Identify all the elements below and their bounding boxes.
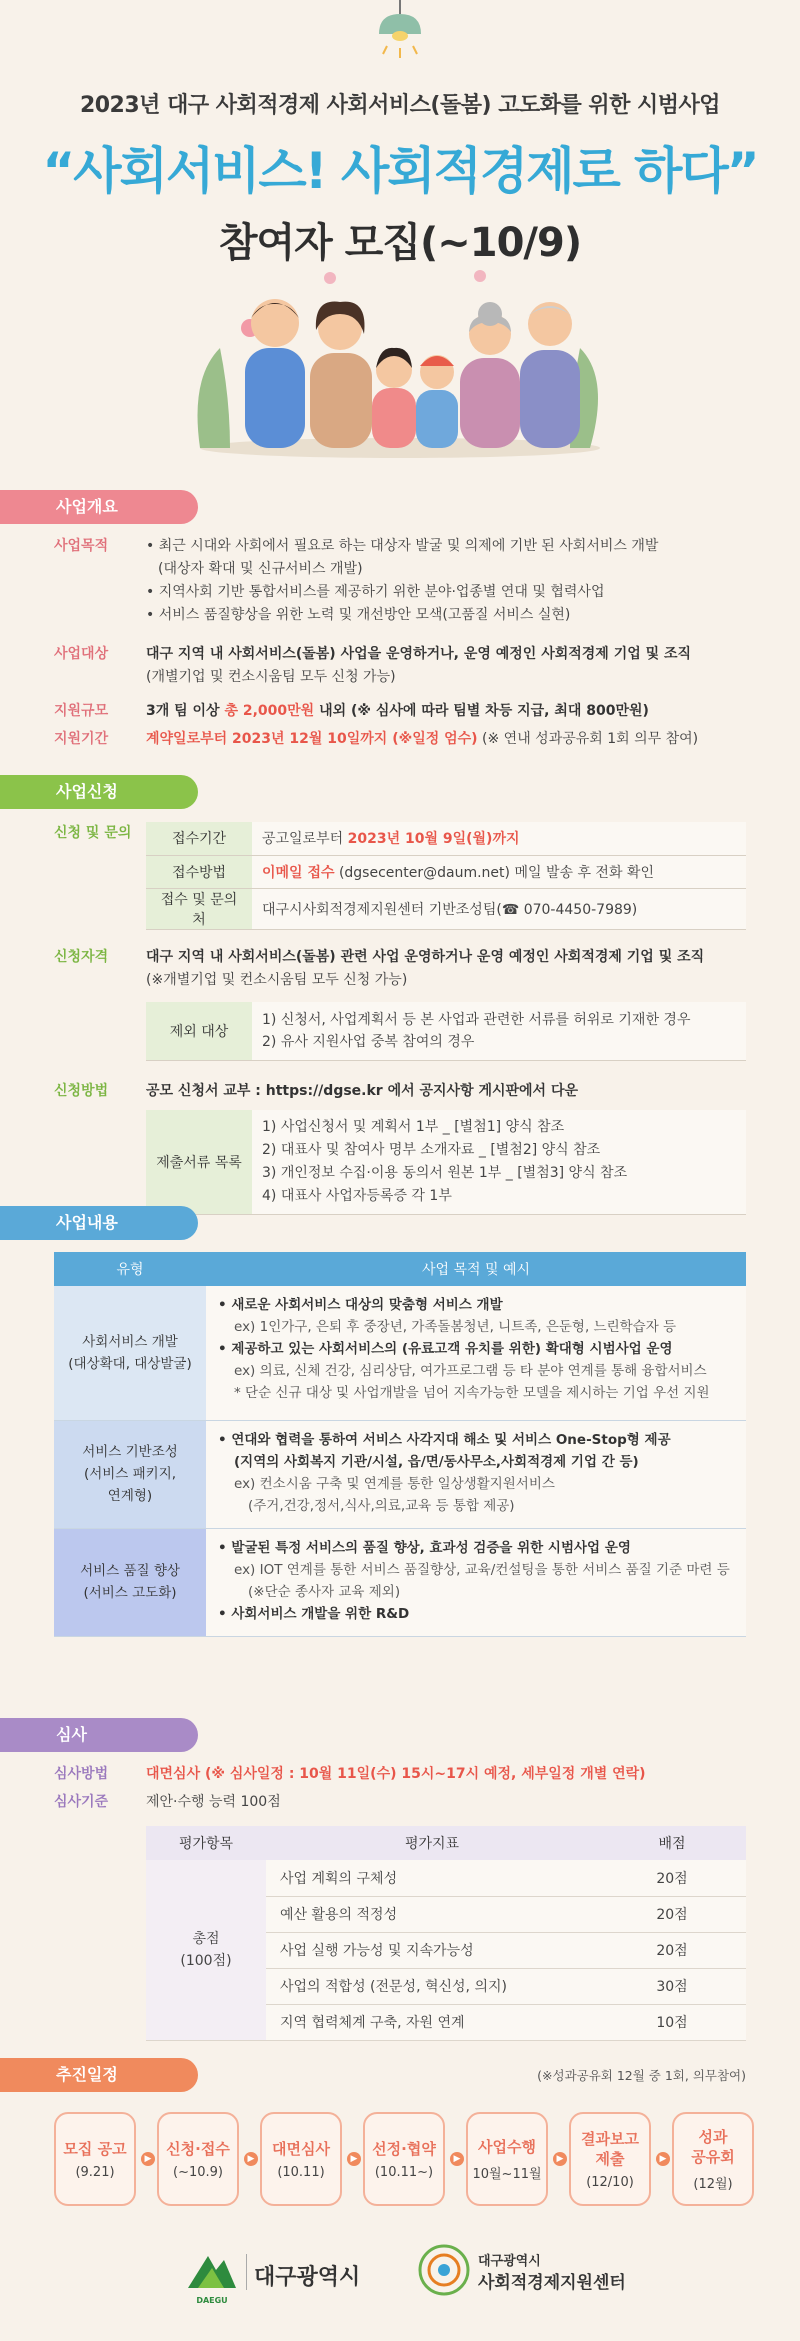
header-recruit-title: 참여자 모집(~10/9) [218,220,582,266]
period-pre: 공고일로부터 [262,831,348,848]
type-name: 사회서비스 개발 [82,1333,178,1350]
apply-howto [54,1080,754,1103]
score: 20점 [598,1896,746,1932]
method-highlight: 이메일 접수 [262,864,335,881]
criterion: 지역 협력체계 구축, 자원 연계 [266,2004,598,2040]
overview-target [54,643,754,689]
daegu-logo [184,2248,240,2308]
purpose-line: • 최근 시대와 사회에서 필요로 하는 대상자 발굴 및 의제에 기반 된 사회서비스 개발 [146,538,659,554]
purpose-line: • 지역사회 기반 통합서비스를 제공하기 위한 분야·업종별 연대 및 협력사업 [146,584,605,600]
apply-info-table [146,822,746,930]
score: 20점 [598,1860,746,1896]
score: 20점 [598,1932,746,1968]
schedule-step [672,2112,754,2206]
table-row [54,1286,746,1420]
purpose-line: (대상자 확대 및 신규서비스 개발) [158,561,363,577]
desc-line: (※단순 종사자 교육 제외) [248,1583,401,1600]
desc-line: • 제공하고 있는 사회서비스의 (유료고객 유치를 위한) 확대형 시범사업 운영 [218,1341,673,1357]
target-line: 대구 지역 내 사회서비스(돌봄) 사업을 운영하거나, 운영 예정인 사회적경제 기업 및 조직 [146,646,692,662]
step-date: (~10.9) [173,2164,223,2180]
step-date: (12월) [693,2176,733,2192]
scale-post: 내외 (※ 심사에 따라 팀별 차등 지급, 최대 800만원) [314,703,649,719]
period-highlight: 계약일로부터 2023년 12월 10일까지 (※일정 엄수) [146,731,478,747]
docs-line: 3) 개인정보 수집·이용 동의서 원본 1부 _ [별첨3] 양식 참조 [262,1164,628,1181]
daegu-mark: DAEGU [196,2296,228,2305]
footer-logos [0,2240,800,2320]
scale-pre: 3개 팀 이상 [146,703,225,719]
table-header-row [146,1826,746,1860]
col-score: 배점 [598,1826,746,1860]
header [0,88,800,268]
step-title: 대면심사 [272,2139,330,2158]
center-name-line2: 사회적경제지원센터 [478,2273,626,2293]
eval-table [146,1826,746,2041]
table-row [146,822,746,855]
docs-line: 4) 대표사 사업자등록증 각 1부 [262,1187,452,1204]
table-row [146,855,746,888]
step-date: (10.11~) [374,2164,434,2180]
period-post: (※ 연내 성과공유회 1회 의무 참여) [477,731,699,747]
criteria-label: 심사기준 [54,1794,109,1810]
method-key: 접수방법 [146,855,252,888]
exclude-key: 제외 대상 [146,1002,252,1060]
section-overview-title: 사업개요 [36,490,198,524]
purpose-line: • 서비스 품질향상을 위한 노력 및 개선방안 모색(고품질 서비스 실현) [146,607,571,623]
chevron-right-icon: ▶ [450,2152,464,2166]
criteria-value: 제안·수행 능력 100점 [146,1794,281,1810]
target-label: 사업대상 [54,646,109,662]
cat-total: 총점 [192,1930,220,1947]
type-name: 서비스 품질 향상 [80,1563,180,1579]
schedule-step [466,2112,548,2206]
schedule-timeline [54,2112,754,2212]
apply-qualification [54,946,754,992]
exclude-table [146,1002,746,1061]
type-sub: (대상확대, 대상발굴) [68,1355,192,1372]
step-date: (10.11) [277,2164,325,2180]
exclude-line: 2) 유사 지원사업 중복 참여의 경우 [262,1033,475,1050]
schedule-step [363,2112,445,2206]
lamp-icon [365,0,435,70]
col-item: 평가항목 [146,1826,266,1860]
table-header-row [54,1252,746,1286]
section-content-title: 사업내용 [36,1206,198,1240]
howto-line: 공모 신청서 교부 : https://dgse.kr 에서 공지사항 게시판에서 다운 [146,1083,579,1099]
type-sub: (서비스 패키지, [83,1466,177,1482]
qualification-note: (※개별기업 및 컨소시움팀 모두 신청 가능) [146,972,408,988]
score: 10점 [598,2004,746,2040]
method-label: 심사방법 [54,1766,109,1782]
header-main-title: “사회서비스! 사회적경제로 하다” [42,142,758,200]
overview-scale [54,700,754,723]
desc-line: (주거,건강,정서,식사,의료,교육 등 통합 제공) [248,1497,515,1514]
period-label: 지원기간 [54,731,109,747]
method-post: (dgsecenter@daum.net) 메일 발송 후 전화 확인 [334,864,654,881]
criterion: 사업 계획의 구체성 [266,1860,598,1896]
table-row [146,1002,746,1060]
schedule-note: (※성과공유회 12월 중 1회, 의무참여) [537,2068,746,2083]
table-row [54,1528,746,1636]
chevron-right-icon: ▶ [656,2152,670,2166]
criterion: 사업 실행 가능성 및 지속가능성 [266,1932,598,1968]
desc-line: * 단순 신규 대상 및 사업개발을 넘어 지속가능한 모델을 제시하는 기업 우선 지원 [234,1385,710,1401]
period-deadline: 2023년 10월 9일(월)까지 [347,831,520,848]
desc-line: • 사회서비스 개발을 위한 R&D [218,1605,410,1622]
docs-table [146,1110,746,1215]
daegu-name: 대구광역시 [254,2265,361,2290]
schedule-step [569,2112,651,2206]
purpose-label: 사업목적 [54,538,109,554]
family-illustration [190,258,610,458]
docs-key: 제출서류 목록 [146,1110,252,1214]
howto-label: 신청방법 [54,1083,109,1099]
col-type: 유형 [54,1252,206,1286]
step-title: 성과 [698,2127,728,2146]
chevron-right-icon: ▶ [141,2152,155,2166]
qualification-label: 신청자격 [54,949,109,965]
inquiry-label: 신청 및 문의 [54,825,132,841]
chevron-right-icon: ▶ [244,2152,258,2166]
desc-line: ex) 컨소시움 구축 및 연계를 통한 일상생활지원서비스 [234,1475,555,1492]
cat-total-points: (100점) [180,1952,232,1969]
step-title: 선정·협약 [372,2139,436,2158]
step-date: (9.21) [75,2164,115,2180]
content-table [54,1252,746,1637]
overview-period [54,728,754,751]
type-name: 서비스 기반조성 [82,1444,178,1460]
step-title: 모집 공고 [63,2139,127,2158]
table-row [146,888,746,929]
review-criteria [54,1791,754,1814]
chevron-right-icon: ▶ [347,2152,361,2166]
type-sub: 연계형) [107,1488,153,1504]
period-key: 접수기간 [146,822,252,855]
desc-line: ex) 의료, 신체 건강, 심리상담, 여가프로그램 등 타 분야 연계를 통해 융합서비스 [234,1363,707,1379]
schedule-step [260,2112,342,2206]
step-date: (12/10) [586,2174,634,2190]
desc-line: (지역의 사회복지 기관/시설, 읍/면/동사무소,사회적경제 기업 간 등) [234,1453,639,1470]
col-criteria: 평가지표 [266,1826,598,1860]
step-title-2: 공유회 [691,2147,735,2166]
type-sub: (서비스 고도화) [83,1585,177,1601]
header-sub-title: 2023년 대구 사회적경제 사회서비스(돌봄) 고도화를 위한 시범사업 [79,93,721,118]
table-row [54,1420,746,1528]
review-method [54,1763,754,1786]
table-row [146,1860,746,1896]
desc-line: • 발굴된 특정 서비스의 품질 향상, 효과성 검증을 위한 시범사업 운영 [218,1539,631,1556]
contact-value: 대구시사회적경제지원센터 기반조성팀(☎ 070-4450-7989) [252,888,746,929]
exclude-line: 1) 신청서, 사업계획서 등 본 사업과 관련한 서류를 허위로 기재한 경우 [262,1011,691,1028]
col-desc: 사업 목적 및 예시 [206,1252,746,1286]
docs-line: 2) 대표사 및 참여사 명부 소개자료 _ [별첨2] 양식 참조 [262,1141,601,1158]
method-value: 대면심사 (※ 심사일정 : 10월 11일(수) 15시~17시 예정, 세부일정 개별 연락) [146,1766,646,1782]
section-schedule-title: 추진일정 [36,2058,198,2092]
desc-line: ex) IOT 연계를 통한 서비스 품질향상, 교육/컨설팅을 통한 서비스 품질 기준 마련 등 [234,1561,730,1578]
center-name-line1: 대구광역시 [478,2254,541,2269]
criterion: 사업의 적합성 (전문성, 혁신성, 의지) [266,1968,598,2004]
criterion: 예산 활용의 적정성 [266,1896,598,1932]
target-note: (개별기업 및 컨소시움팀 모두 신청 가능) [146,669,396,685]
scale-label: 지원규모 [54,703,109,719]
chevron-right-icon: ▶ [553,2152,567,2166]
schedule-step [54,2112,136,2206]
contact-key: 접수 및 문의처 [146,888,252,929]
center-logo-icon [418,2244,470,2296]
step-title: 사업수행 [478,2137,536,2156]
section-review-title: 심사 [36,1718,198,1752]
step-title: 결과보고 [581,2129,639,2148]
overview-purpose [54,535,754,627]
desc-line: ex) 1인가구, 은퇴 후 중장년, 가족돌봄청년, 니트족, 은둔형, 느린학습자 등 [234,1319,677,1335]
desc-line: • 새로운 사회서비스 대상의 맞춤형 서비스 개발 [218,1297,503,1313]
table-row [146,1110,746,1214]
step-date: 10월~11월 [472,2166,542,2182]
score: 30점 [598,1968,746,2004]
daegu-mountain-icon [184,2248,240,2292]
desc-line: • 연대와 협력을 통하여 서비스 사각지대 해소 및 서비스 One-Stop형 제공 [218,1431,671,1448]
step-title-2: 제출 [595,2149,625,2168]
section-apply-title: 사업신청 [36,775,198,809]
docs-line: 1) 사업신청서 및 계획서 1부 _ [별첨1] 양식 참조 [262,1118,565,1135]
schedule-step [157,2112,239,2206]
step-title: 신청·접수 [166,2139,230,2158]
scale-amount: 총 2,000만원 [224,703,315,719]
qualification-line: 대구 지역 내 사회서비스(돌봄) 관련 사업 운영하거나 운영 예정인 사회적경제 기업 및 조직 [146,949,705,965]
